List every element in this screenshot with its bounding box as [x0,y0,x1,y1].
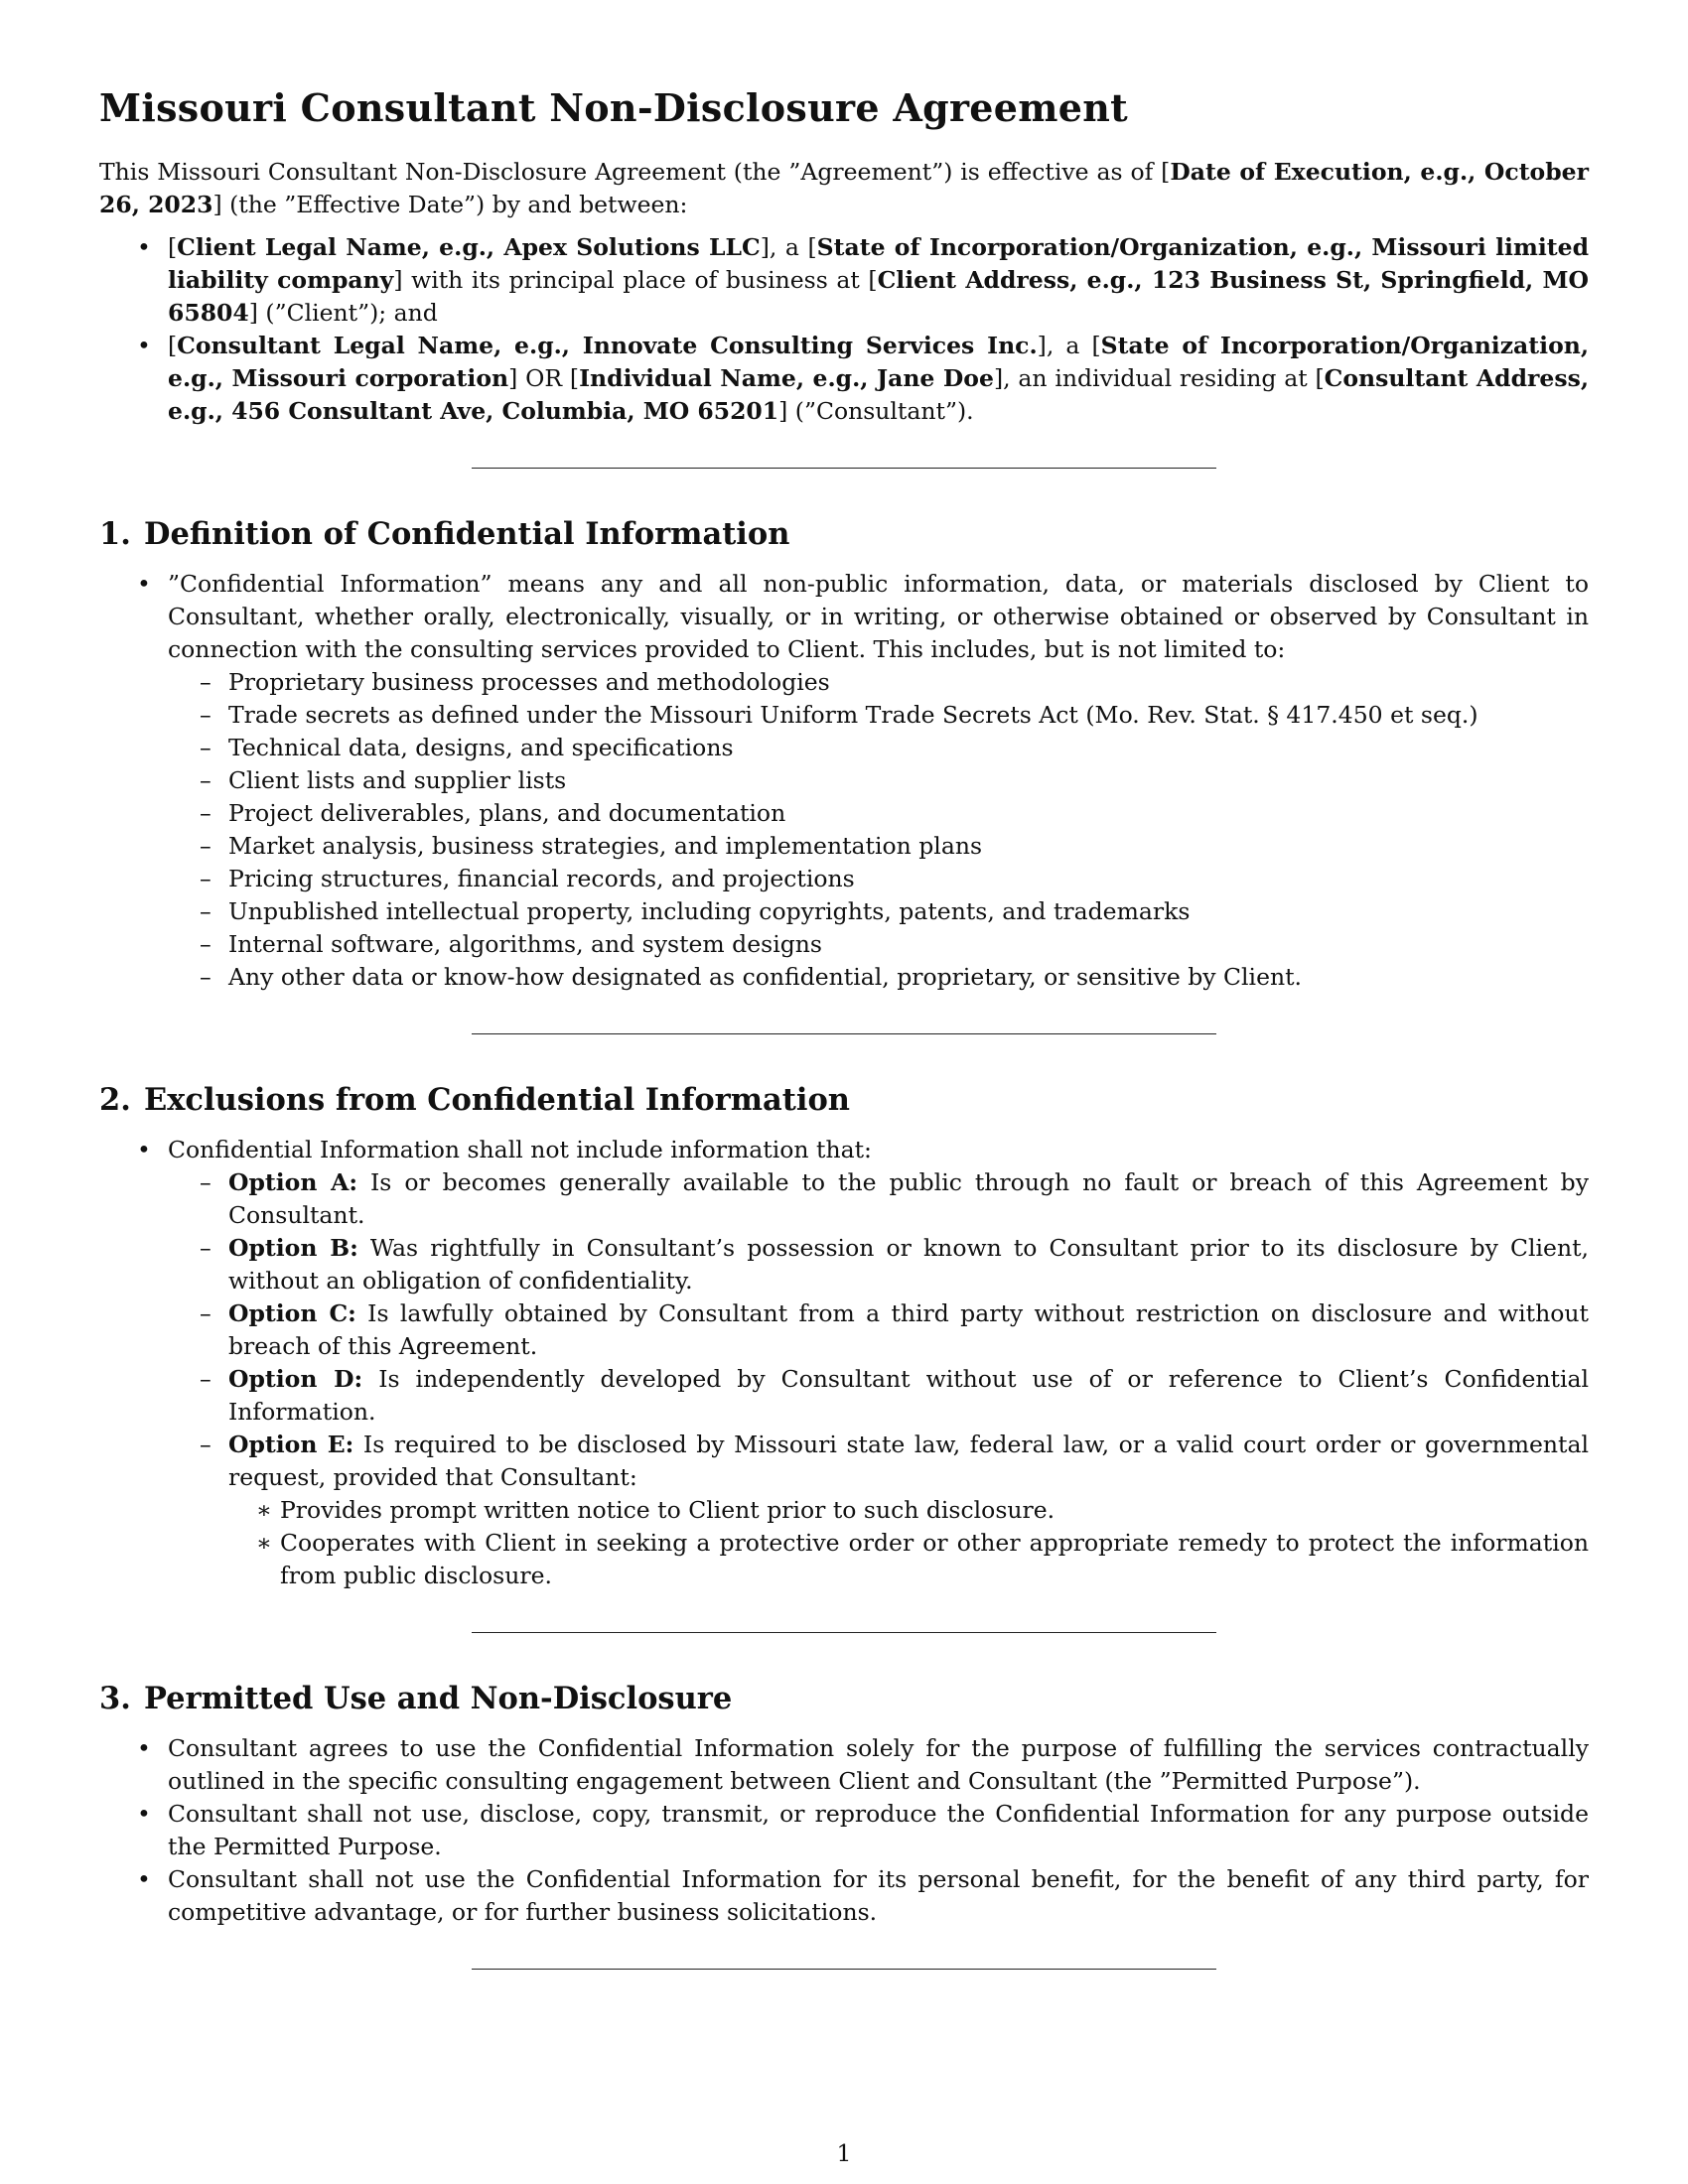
intro-text-1: This Missouri Consultant Non-Disclosure Agreement (the ”Agreement”) is effective as of [ [99,158,1171,186]
intro-paragraph [99,156,1589,221]
consultant-address: Consultant Address, e.g., 456 Consultant Ave, Columbia, MO 65201 [168,364,1589,425]
consultant-individual: Individual Name, e.g., Jane Doe [579,364,994,392]
divider [472,1033,1216,1034]
list-item: ∗ Provides prompt written notice to Client prior to such disclosure. [228,1494,1589,1527]
section-2-heading [99,1082,1589,1118]
client-name: Client Legal Name, e.g., Apex Solutions LLC [177,233,761,261]
option-a [168,1166,1589,1232]
option-d [168,1363,1589,1429]
list-item: ∗ Cooperates with Client in seeking a protective order or other appropriate remedy to protect the information from public disclosure. [228,1527,1589,1592]
client-state: State of Incorporation/Organization, e.g., Missouri limited liability company [168,233,1590,294]
consultant-state: State of Incorporation/Organization, e.g., Missouri corporation [168,332,1590,392]
list-item: • Consultant agrees to use the Confidential Information solely for the purpose of fulfilling the services contractually outlined in the specific consulting engagement between Client and Consultant (the ”Permitted Purpose”). [99,1732,1589,1798]
list-item: – Project deliverables, plans, and documentation [168,797,1589,830]
option-text: Is or becomes generally available to the public through no fault or breach of this Agreement by Consultant. [228,1168,1589,1229]
option-e-conditions [228,1494,1589,1592]
section-3-number: 3. [99,1681,131,1716]
section-2-title: Exclusions from Confidential Information [144,1082,850,1118]
section-2-number: 2. [99,1082,131,1118]
divider [472,1969,1216,1970]
list-item: • Consultant shall not use the Confidential Information for its personal benefit, for the benefit of any third party, for competitive advantage, or for further business solicitations. [99,1863,1589,1929]
list-item: – Internal software, algorithms, and system designs [168,928,1589,961]
page-number: 1 [836,2139,852,2167]
consultant-mid: ], an individual residing at [ [993,364,1325,392]
exclusion-options-list [168,1166,1589,1592]
list-item: – Proprietary business processes and methodologies [168,666,1589,699]
section-3-heading [99,1681,1589,1716]
list-item: • Consultant shall not use, disclose, copy, transmit, or reproduce the Confidential Information for any purpose outside the Permitted Purpose. [99,1798,1589,1863]
list-item: – Technical data, designs, and specifications [168,732,1589,764]
divider [472,1632,1216,1633]
option-text: Was rightfully in Consultant’s possession or known to Consultant prior to its disclosure by Client, without an obligation of confidentiality. [228,1234,1589,1295]
option-e [168,1429,1589,1592]
list-item: – Trade secrets as defined under the Missouri Uniform Trade Secrets Act (Mo. Rev. Stat. § 417.450 et seq.) [168,699,1589,732]
consultant-name: Consultant Legal Name, e.g., Innovate Consulting Services Inc. [177,332,1038,359]
section-1-lead-text: ”Confidential Information” means any and all non-public information, data, or materials disclosed by Client to Consultant, whether orally, electronically, visually, or in writing, or otherwise obtained or observed by Consultant in connection with the consulting services provided to Client. This includes, but is not limited to: [168,570,1589,663]
list-item: – Any other data or know-how designated as confidential, proprietary, or sensitive by Client. [168,961,1589,994]
option-label: Option A: [228,1168,358,1196]
section-2-lead [99,1134,1589,1592]
section-2-list [99,1134,1589,1592]
consultant-sep: ], a [ [1037,332,1101,359]
client-mid: ] with its principal place of business at [ [393,266,878,294]
party-client: • [Client Legal Name, e.g., Apex Solutions LLC], a [State of Incorporation/Organization, e.g., Missouri limited liability company] with its principal place of business at [Client Address, e.g., 123 Business St, Springfield, MO 65804] (”Client”); and [99,231,1589,330]
option-text: Is independently developed by Consultant without use of or reference to Client’s Confidential Information. [228,1365,1589,1426]
list-item: – Market analysis, business strategies, and implementation plans [168,830,1589,863]
party-consultant: • [Consultant Legal Name, e.g., Innovate Consulting Services Inc.], a [State of Incorporation/Organization, e.g., Missouri corporation] OR [Individual Name, e.g., Jane Doe], an individual residing at [Consultant Address, e.g., 456 Consultant Ave, Columbia, MO 65201] (”Consultant”). [99,330,1589,428]
client-end: ] (”Client”); and [248,299,438,327]
consultant-end: ] (”Consultant”). [778,397,974,425]
client-address: Client Address, e.g., 123 Business St, Springfield, MO 65804 [168,266,1590,327]
section-3-list [99,1732,1589,1929]
intro-text-2: ] (the ”Effective Date”) by and between: [212,191,688,218]
section-1-title: Definition of Confidential Information [144,516,790,552]
client-sep: ], a [ [760,233,817,261]
option-text: Is required to be disclosed by Missouri state law, federal law, or a valid court order or governmental request, provided that Consultant: [228,1431,1590,1491]
option-label: Option C: [228,1299,356,1327]
option-label: Option B: [228,1234,358,1262]
consultant-or: ] OR [ [508,364,580,392]
option-b [168,1232,1589,1297]
confidential-items-list [168,666,1589,994]
section-1-lead [99,568,1589,994]
list-item: – Pricing structures, financial records, and projections [168,863,1589,895]
option-label: Option E: [228,1431,354,1458]
parties-list [99,231,1589,428]
option-text: Is lawfully obtained by Consultant from a third party without restriction on disclosure and without breach of this Agreement. [228,1299,1589,1360]
option-label: Option D: [228,1365,363,1393]
section-2-lead-text: Confidential Information shall not include information that: [168,1136,872,1163]
section-3-title: Permitted Use and Non-Disclosure [144,1681,733,1716]
divider [472,468,1216,469]
section-1-heading [99,516,1589,552]
document-title: Missouri Consultant Non-Disclosure Agreement [99,85,1129,130]
section-1-list [99,568,1589,994]
section-1-number: 1. [99,516,131,552]
list-item: – Unpublished intellectual property, including copyrights, patents, and trademarks [168,895,1589,928]
document-page [99,85,1589,1970]
list-item: – Client lists and supplier lists [168,764,1589,797]
option-c [168,1297,1589,1363]
intro-date: Date of Execution, e.g., October 26, 2023 [99,158,1589,218]
